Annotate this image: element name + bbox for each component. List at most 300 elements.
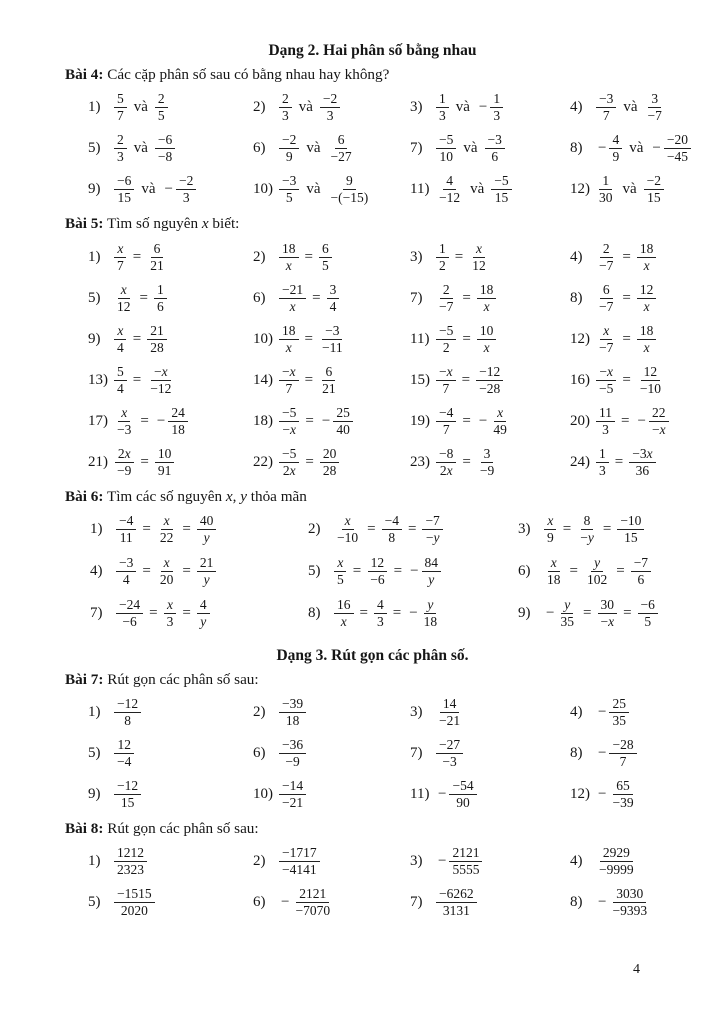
fraction-numerator: 84 [422,555,442,572]
problem [88,882,253,923]
problem [570,237,680,278]
equals-sign: = [312,289,321,306]
fraction-numerator: 1 [599,173,612,190]
fraction-denominator: 3 [117,149,124,165]
problem-number: 4) [570,853,583,870]
fraction-denominator: 7 [602,108,610,124]
fraction-numerator: −21 [279,282,306,299]
problem-grid [88,237,680,483]
equals-sign: = [149,605,158,622]
problem-number: 6) [253,140,266,157]
fraction-numerator: 1 [596,446,609,463]
equals-sign: = [304,371,314,388]
problem-number: 3) [410,99,423,116]
fraction-denominator: x [483,339,490,355]
fraction [292,886,333,919]
fraction [638,597,658,630]
problem [253,319,410,360]
fraction-denominator: y [428,572,435,588]
problem-number: 7) [90,605,103,622]
fraction [114,91,127,124]
problem-grid [88,692,680,815]
equals-sign: = [132,371,142,388]
fraction-denominator: 28 [322,462,337,478]
fraction-numerator: 9 [343,173,356,190]
fraction-numerator: −2 [320,91,340,108]
fraction [114,737,134,770]
fraction-numerator: x [544,513,556,530]
fraction [609,886,650,919]
problem [253,692,410,733]
problem-number: 21) [88,453,108,470]
fraction-denominator: −7070 [295,903,331,919]
fraction-denominator: 3 [326,108,334,124]
problem-number: 1) [88,853,101,870]
minus-sign: − [598,894,607,911]
fraction [477,282,497,315]
problem [570,733,680,774]
fraction-denominator: 40 [336,421,350,437]
fraction-numerator: 21 [147,323,167,340]
equals-sign: = [622,248,631,265]
fraction-numerator: 4 [609,132,622,149]
fraction-denominator: 7 [117,108,124,124]
fraction [637,364,664,397]
fraction [114,446,134,479]
problem [253,882,410,923]
fraction-numerator: 18 [637,241,657,258]
fraction-numerator: 6 [335,132,348,149]
problem-number: 6) [253,745,266,762]
section-heading: Dạng 2. Hai phân số bằng nhau [268,42,477,59]
fraction-denominator: 2020 [120,903,148,919]
problem-number: 22) [253,453,273,470]
fraction [609,737,636,770]
fraction [114,173,134,206]
problem [88,442,253,483]
fraction [477,323,497,356]
fraction [609,696,629,729]
fraction-numerator: 14 [440,696,460,713]
fraction-denominator: 11 [119,530,133,546]
fraction [469,241,489,274]
exercise-prompt-text: x [225,487,233,505]
fraction-denominator: 3 [376,614,384,630]
fraction-numerator: 10 [477,323,497,340]
problem [88,128,253,169]
problem [570,128,693,169]
fraction-numerator: −3x [629,446,655,463]
problem [570,169,693,210]
fraction [596,282,616,315]
fraction-denominator: −7 [439,298,454,314]
problem [90,551,308,593]
fraction-denominator: 5 [157,108,165,124]
problem-number: 1) [90,521,103,538]
fraction-numerator: 2929 [600,845,633,862]
connector-text: và [455,99,470,116]
fraction-denominator: −9393 [612,903,648,919]
fraction [320,446,340,479]
fraction-numerator: 1 [154,282,167,299]
exercise-heading [65,486,680,507]
fraction-denominator: 2x [439,462,453,478]
fraction [114,323,127,356]
fraction [197,555,217,588]
fraction-numerator: x [114,241,126,258]
fraction-denominator: 18 [171,421,185,437]
equals-sign: = [462,453,471,470]
problem-number: 2) [253,99,266,116]
fraction-numerator: x [118,405,130,422]
problem-number: 3) [410,853,423,870]
problem-number: 9) [88,786,101,803]
fraction-denominator: 15 [117,190,131,206]
fraction-numerator: −24 [116,597,143,614]
equals-sign: = [367,521,376,538]
fraction-numerator: 20 [320,446,340,463]
fraction [168,405,188,438]
equals-sign: = [407,521,417,538]
fraction-denominator: −11 [321,339,343,355]
fraction-denominator: 3 [602,421,609,437]
problem-number: 9) [88,181,101,198]
fraction [436,241,449,274]
fraction-numerator: 2 [155,91,168,108]
fraction-numerator: 18 [279,323,299,340]
fraction [436,91,449,124]
fraction-numerator: x [548,555,560,572]
problem [308,593,518,635]
exercise-prompt-text: , [232,487,241,505]
fraction-numerator: 5 [114,364,127,381]
equals-sign: = [305,453,314,470]
fraction [279,696,306,729]
connector-text: và [470,181,485,198]
problem-number: 3) [410,248,423,265]
fraction-denominator: y [203,572,210,588]
fraction-denominator: 3 [182,190,190,206]
fraction [476,364,503,397]
problem [253,360,410,401]
exercise-prompt-text: thỏa mãn [246,487,307,505]
fraction [637,241,657,274]
fraction [114,845,147,878]
fraction [422,555,442,588]
fraction-numerator: −6 [114,173,134,190]
problem-number: 2) [253,704,266,721]
problem-number: 5) [88,140,101,157]
fraction-numerator: 25 [333,405,353,422]
fraction [279,364,299,397]
fraction-denominator: 9 [612,149,620,165]
fraction [328,132,355,165]
fraction [584,555,610,588]
problem [253,442,410,483]
exercise-prompt-text: Tìm các số nguyên [106,487,226,505]
fraction-denominator: −21 [439,713,461,729]
fraction [334,597,354,630]
fraction-denominator: 6 [156,298,164,314]
problem [518,593,680,635]
connector-text: và [133,140,148,157]
exercise-label: Bài 5: [65,215,104,233]
equals-sign: = [359,605,368,622]
fraction-numerator: x [161,513,173,530]
fraction-numerator: 18 [637,323,657,340]
problem [253,169,410,210]
problem-number: 11) [410,330,430,347]
problem [253,841,410,882]
minus-sign: − [598,745,607,762]
fraction-denominator: 3 [599,462,606,478]
fraction [649,405,669,438]
problem-number: 5) [88,745,101,762]
fraction-denominator: 35 [560,614,574,630]
fraction [114,696,141,729]
fraction-denominator: x [289,298,296,314]
fraction [176,173,196,206]
connector-text: và [298,99,313,116]
exercise-prompt-text: Các cặp phân số sau có bằng nhau hay không? [107,66,390,83]
fraction [422,513,442,546]
fraction [157,513,177,546]
problem [88,401,253,442]
fraction [279,282,306,315]
fraction-numerator: 4 [443,173,456,190]
problem [253,128,410,169]
problem-number: 11) [410,786,430,803]
fraction-numerator: −5 [279,405,299,422]
fraction [664,132,691,165]
problem-number: 5) [308,563,321,580]
problem-number: 12) [570,181,590,198]
fraction-denominator: 4 [117,380,124,396]
minus-sign: − [637,412,646,429]
fraction [637,323,657,356]
exercise-label: Bài 8: [65,820,104,838]
connector-text: và [141,181,156,198]
fraction-numerator: 3 [481,446,494,463]
fraction [328,173,372,206]
fraction-denominator: −28 [479,380,501,396]
fraction-denominator: 4 [117,339,124,355]
fraction [597,597,617,630]
equals-sign: = [569,563,578,580]
fraction-numerator: 6 [322,364,335,381]
fraction-numerator: −36 [279,737,306,754]
fraction-numerator: −6 [638,597,658,614]
problem [88,87,253,128]
fraction-denominator: 49 [493,421,507,437]
fraction [609,132,622,165]
fraction-numerator: 30 [598,597,618,614]
problem-number: 10) [253,330,273,347]
fraction [327,282,340,315]
fraction [197,597,210,630]
problem [253,237,410,278]
equals-sign: = [616,563,625,580]
fraction-numerator: −5 [436,323,456,340]
fraction-denominator: 12 [117,298,131,314]
fraction [374,597,387,630]
exercise-heading [65,669,680,690]
equals-sign: = [393,563,403,580]
fraction-numerator: 18 [477,282,497,299]
fraction [490,91,503,124]
problem [88,169,253,210]
fraction-denominator: x [340,614,347,630]
fraction [596,173,616,206]
problem-number: 6) [253,289,266,306]
exercise-section-5 [65,669,680,815]
fraction-denominator: −6 [122,614,137,630]
fraction-denominator: x [483,298,490,314]
fraction-numerator: −5 [436,132,456,149]
problem [410,841,570,882]
fraction [197,513,217,546]
exercise-prompt-text: Tìm số nguyên [106,215,202,233]
fraction-numerator: −3 [116,555,136,572]
fraction-denominator: −3 [117,421,132,437]
fraction [279,132,299,165]
fraction-denominator: −(−15) [330,190,369,206]
fraction [596,323,616,356]
exercise-prompt-text: Rút gọn các phân số sau: [107,820,259,838]
fraction-denominator: −39 [612,795,634,811]
fraction-numerator: 6 [151,241,164,258]
fraction-numerator: 5 [114,91,127,108]
fraction-denominator: 9 [285,149,293,165]
fraction [436,696,463,729]
fraction-denominator: 5 [644,614,652,630]
problem [88,692,253,733]
equals-sign: = [304,248,313,265]
exercise-prompt-text: Rút gọn các phân số sau: [107,670,259,688]
equals-sign: = [623,605,632,622]
problem [253,401,410,442]
fraction-numerator: 25 [609,696,629,713]
fraction [154,282,167,315]
fraction-denominator: −9999 [599,862,634,878]
problem-number: 8) [570,289,583,306]
fraction-numerator: 40 [197,513,217,530]
fraction-denominator: −6 [370,572,385,588]
problem [88,774,253,815]
fraction-denominator: 8 [124,713,131,729]
fraction-denominator: x [643,257,650,273]
fraction [334,513,361,546]
fraction-numerator: −2 [644,173,664,190]
fraction [319,241,332,274]
fraction [114,282,134,315]
fraction-numerator: −28 [609,737,636,754]
fraction-numerator: −x [596,364,616,381]
fraction-denominator: 3 [439,108,446,124]
exercise-heading [65,818,680,839]
fraction-denominator: 22 [159,530,174,546]
equals-sign: = [582,605,592,622]
exercise-section-6 [65,818,680,923]
problem-number: 20) [570,412,590,429]
fraction-numerator: −4 [436,405,456,422]
problem [518,509,680,551]
fraction-numerator: 65 [613,778,633,795]
equals-sign: = [140,453,149,470]
fraction-numerator: −2 [176,173,196,190]
problem [90,593,308,635]
minus-sign: − [546,605,555,622]
connector-text: và [622,181,637,198]
problem-number: 19) [410,412,430,429]
fraction [596,446,609,479]
problem [570,882,680,923]
fraction-denominator: 15 [624,530,638,546]
fraction-denominator: 7 [619,754,627,770]
exercise-label: Bài 7: [65,670,104,688]
fraction-numerator: 4 [197,597,210,614]
problem [570,278,680,319]
equals-sign: = [622,371,631,388]
fraction-denominator: 3131 [442,903,470,919]
fraction-denominator: 30 [599,190,613,206]
fraction-numerator: −3 [596,91,616,108]
fraction-denominator: −9 [117,462,132,478]
fraction [147,323,167,356]
fraction-numerator: −5 [279,446,299,463]
fraction [279,173,299,206]
connector-text: và [306,181,321,198]
problem [253,733,410,774]
problem [518,551,680,593]
equals-sign: = [132,248,142,265]
problem-number: 13) [88,371,108,388]
fraction-denominator: −3 [442,754,457,770]
fraction-denominator: −y [425,530,440,546]
fraction [114,778,141,811]
fraction-denominator: 90 [456,795,470,811]
problem [308,509,518,551]
fraction [449,845,482,878]
minus-sign: − [438,853,447,870]
fraction [609,778,636,811]
fraction-denominator: 2 [439,257,446,273]
problem-grid [88,87,688,210]
fraction-denominator: −10 [337,530,359,546]
fraction-denominator: x [285,257,292,273]
fraction-numerator: 4 [374,597,387,614]
problem-number: 10) [253,181,273,198]
fraction-numerator: 12 [637,282,657,299]
problem-number: 14) [253,371,273,388]
fraction [367,555,387,588]
problem [570,319,680,360]
fraction-denominator: −7 [647,108,662,124]
fraction-denominator: 7 [442,421,450,437]
problem-number: 7) [410,894,423,911]
fraction-numerator: x [164,597,176,614]
equals-sign: = [462,412,471,429]
minus-sign: − [478,412,488,429]
fraction-denominator: 5555 [452,862,480,878]
fraction-denominator: −x [282,421,296,437]
fraction-denominator: 21 [322,380,336,396]
fraction [155,132,175,165]
fraction-numerator: y [561,597,573,614]
fraction-denominator: 7 [442,380,450,396]
problem [570,841,680,882]
fraction [557,597,577,630]
